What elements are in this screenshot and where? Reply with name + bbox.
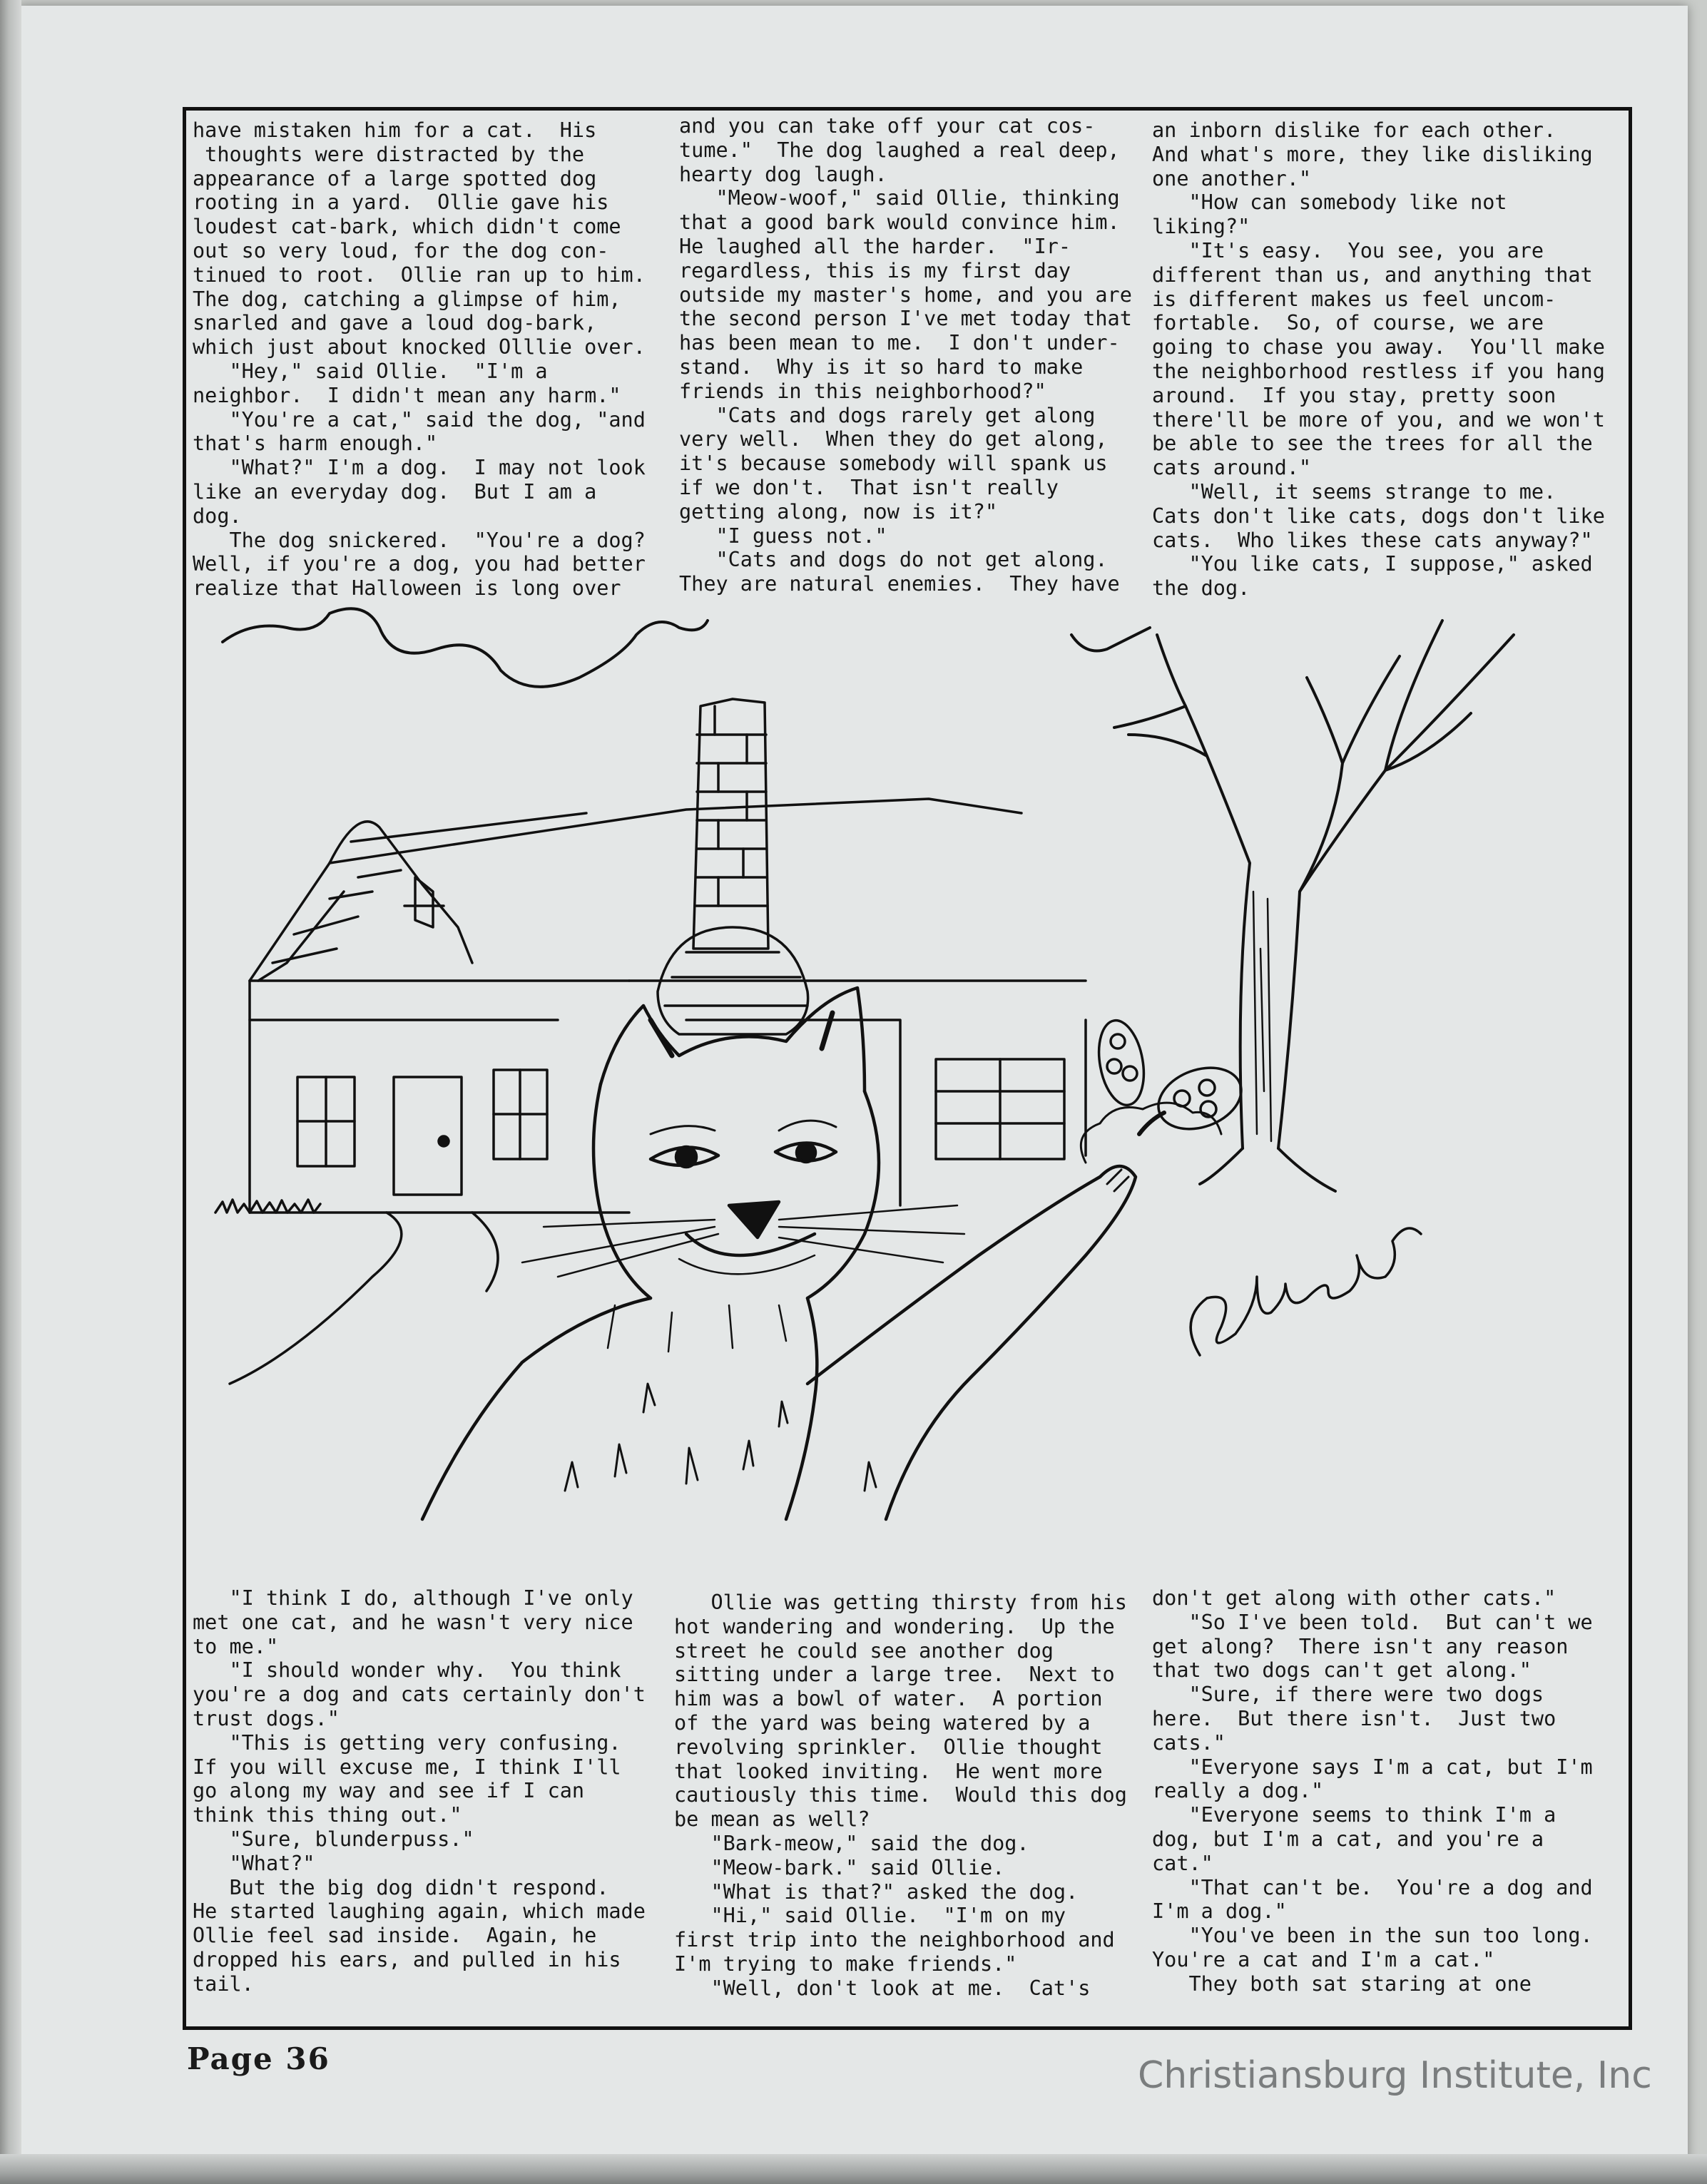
story-line: "Everyone says I'm a cat, but I'm <box>1152 1755 1593 1779</box>
story-line: Cats don't like cats, dogs don't like <box>1152 504 1605 528</box>
story-line: go along my way and see if I can <box>193 1779 585 1803</box>
story-line: cats around." <box>1152 456 1312 480</box>
bottom-column-3 <box>1152 1586 1593 1996</box>
story-line: trust dogs." <box>193 1706 340 1730</box>
story-line: to me." <box>193 1634 279 1658</box>
story-line: an inborn dislike for each other. <box>1152 118 1556 142</box>
story-line: appearance of a large spotted dog <box>193 166 597 190</box>
cat-illustration <box>187 592 1628 1591</box>
story-line: first trip into the neighborhood and <box>674 1928 1115 1952</box>
story-line: here. But there isn't. Just two <box>1152 1706 1556 1730</box>
story-line: and you can take off your cat cos- <box>679 114 1096 138</box>
story-line: "Cats and dogs do not get along. <box>679 548 1108 572</box>
story-line: cats." <box>1152 1730 1226 1755</box>
story-line: the second person I've met today that <box>679 307 1132 331</box>
story-line: They both sat staring at one <box>1152 1971 1532 1996</box>
story-line: "You've been in the sun too long. <box>1152 1924 1593 1948</box>
bottom-column-1 <box>193 1586 646 1996</box>
page-edge-left <box>0 0 21 2184</box>
story-line: sitting under a large tree. Next to <box>674 1663 1115 1687</box>
story-line: dog. <box>193 504 242 528</box>
story-line: if we don't. That isn't really <box>679 475 1059 499</box>
story-line: getting along, now is it?" <box>679 499 998 524</box>
story-line: regardless, this is my first day <box>679 258 1071 282</box>
story-line: tinued to root. Ollie ran up to him. <box>193 262 646 287</box>
story-line: is different makes us feel uncom- <box>1152 287 1556 311</box>
story-line: him was a bowl of water. A portion <box>674 1687 1103 1711</box>
tree <box>1114 621 1514 1191</box>
butterfly <box>1093 1017 1250 1140</box>
story-line: the neighborhood restless if you hang <box>1152 359 1605 383</box>
story-line: "It's easy. You see, you are <box>1152 238 1544 262</box>
squiggle-line <box>223 608 708 687</box>
story-line: friends in this neighborhood?" <box>679 379 1046 403</box>
story-line: "What?" <box>193 1851 315 1875</box>
story-line: hot wandering and wondering. Up the <box>674 1614 1115 1638</box>
story-line: You're a cat and I'm a cat." <box>1152 1947 1495 1971</box>
story-line: the dog. <box>1152 576 1250 601</box>
story-line: "That can't be. You're a dog and <box>1152 1875 1593 1899</box>
story-line: "I guess not." <box>679 524 887 548</box>
house <box>215 799 1086 1384</box>
story-line: I'm a dog." <box>1152 1899 1287 1924</box>
story-line: be able to see the trees for all the <box>1152 432 1593 456</box>
story-line: "This is getting very confusing. <box>193 1730 621 1755</box>
story-line: "Cats and dogs rarely get along <box>679 403 1096 427</box>
story-line: stand. Why is it so hard to make <box>679 354 1084 379</box>
story-line: "Bark-meow," said the dog. <box>674 1831 1029 1855</box>
story-line: cat." <box>1152 1851 1213 1875</box>
story-line: cats. Who likes these cats anyway?" <box>1152 528 1593 552</box>
story-line: "Meow-woof," said Ollie, thinking <box>679 186 1120 210</box>
story-line: met one cat, and he wasn't very nice <box>193 1610 633 1634</box>
story-line: rooting in a yard. Ollie gave his <box>193 190 609 215</box>
story-line: If you will excuse me, I think I'll <box>193 1755 621 1779</box>
story-line: have mistaken him for a cat. His <box>193 118 597 142</box>
story-line: get along? There isn't any reason <box>1152 1634 1569 1658</box>
story-line: different than us, and anything that <box>1152 262 1593 287</box>
story-line: very well. When they do get along, <box>679 427 1108 451</box>
story-line: Well, if you're a dog, you had better <box>193 552 646 576</box>
story-line: Ollie was getting thirsty from his <box>674 1591 1127 1614</box>
story-line: They are natural enemies. They have <box>679 572 1120 596</box>
story-line: tail. <box>193 1971 254 1996</box>
story-line: He started laughing again, which made <box>193 1899 646 1924</box>
story-line: has been mean to me. I don't under- <box>679 331 1120 355</box>
story-line: thoughts were distracted by the <box>193 142 585 166</box>
story-line: "What is that?" asked the dog. <box>674 1879 1079 1904</box>
story-line: "Everyone seems to think I'm a <box>1152 1803 1556 1827</box>
story-line: "You're a cat," said the dog, "and <box>193 407 646 432</box>
chimney <box>658 699 808 1034</box>
story-line: outside my master's home, and you are <box>679 282 1132 307</box>
story-line: "What?" I'm a dog. I may not look <box>193 456 646 480</box>
story-line: "I should wonder why. You think <box>193 1658 621 1683</box>
story-line: "Well, it seems strange to me. <box>1152 479 1556 504</box>
story-line: neighbor. I didn't mean any harm." <box>193 383 621 407</box>
story-line: out so very loud, for the dog con- <box>193 238 609 262</box>
story-line: The dog snickered. "You're a dog? <box>193 528 646 552</box>
story-line: think this thing out." <box>193 1803 462 1827</box>
story-line: of the yard was being watered by a <box>674 1710 1091 1735</box>
story-line: "You like cats, I suppose," asked <box>1152 552 1593 576</box>
story-line: "Well, don't look at me. Cat's <box>674 1976 1091 2000</box>
story-line: it's because somebody will spank us <box>679 451 1108 476</box>
story-line: be mean as well? <box>674 1807 870 1832</box>
story-line: street he could see another dog <box>674 1638 1054 1663</box>
story-line: really a dog." <box>1152 1779 1324 1803</box>
artist-signature <box>1191 1228 1421 1355</box>
story-line: I'm trying to make friends." <box>674 1951 1017 1976</box>
story-line: going to chase you away. You'll make <box>1152 335 1605 359</box>
squiggle-line-right <box>1071 628 1150 651</box>
page-edge-bottom <box>0 2154 1707 2184</box>
top-column-3 <box>1152 118 1605 601</box>
story-line: And what's more, they like disliking <box>1152 142 1593 166</box>
story-line: one another." <box>1152 166 1312 190</box>
story-line: don't get along with other cats." <box>1152 1586 1556 1610</box>
watermark: Christiansburg Institute, Inc <box>1138 2054 1652 2097</box>
story-line: around. If you stay, pretty soon <box>1152 383 1556 407</box>
story-line: cautiously this time. Would this dog <box>674 1783 1127 1807</box>
story-line: that two dogs can't get along." <box>1152 1658 1532 1683</box>
story-line: snarled and gave a loud dog-bark, <box>193 311 597 335</box>
story-line: But the big dog didn't respond. <box>193 1875 609 1899</box>
story-line: "Sure, if there were two dogs <box>1152 1683 1544 1707</box>
story-line: "How can somebody like not <box>1152 190 1507 215</box>
story-line: The dog, catching a glimpse of him, <box>193 287 621 311</box>
story-line: fortable. So, of course, we are <box>1152 311 1544 335</box>
page-number: Page 36 <box>187 2041 330 2076</box>
story-line: dog, but I'm a cat, and you're a <box>1152 1827 1544 1851</box>
story-line: you're a dog and cats certainly don't <box>193 1683 646 1707</box>
story-line: Ollie feel sad inside. Again, he <box>193 1924 597 1948</box>
story-line: "Meow-bark." said Ollie. <box>674 1855 1005 1879</box>
bottom-column-2 <box>674 1591 1127 2001</box>
cat <box>422 988 1136 1519</box>
story-line: "Sure, blunderpuss." <box>193 1827 474 1851</box>
top-column-2 <box>679 114 1132 596</box>
story-line: loudest cat-bark, which didn't come <box>193 215 621 239</box>
story-line: "Hey," said Ollie. "I'm a <box>193 359 548 383</box>
story-line: that a good bark would convince him. <box>679 210 1120 235</box>
story-line: dropped his ears, and pulled in his <box>193 1947 621 1971</box>
story-line: like an everyday dog. But I am a <box>193 479 597 504</box>
story-line: "Hi," said Ollie. "I'm on my <box>674 1904 1066 1928</box>
story-line: "I think I do, although I've only <box>193 1586 633 1610</box>
story-line: realize that Halloween is long over <box>193 576 621 601</box>
story-line: that's harm enough." <box>193 432 438 456</box>
story-line: He laughed all the harder. "Ir- <box>679 234 1071 258</box>
story-line: which just about knocked Olllie over. <box>193 335 646 359</box>
story-line: revolving sprinkler. Ollie thought <box>674 1735 1103 1759</box>
top-column-1 <box>193 118 646 601</box>
story-line: that looked inviting. He went more <box>674 1759 1103 1783</box>
story-line: there'll be more of you, and we won't <box>1152 407 1605 432</box>
story-line: hearty dog laugh. <box>679 162 887 186</box>
story-line: tume." The dog laughed a real deep, <box>679 138 1120 162</box>
story-line: "So I've been told. But can't we <box>1152 1610 1593 1634</box>
story-line: liking?" <box>1152 215 1250 239</box>
